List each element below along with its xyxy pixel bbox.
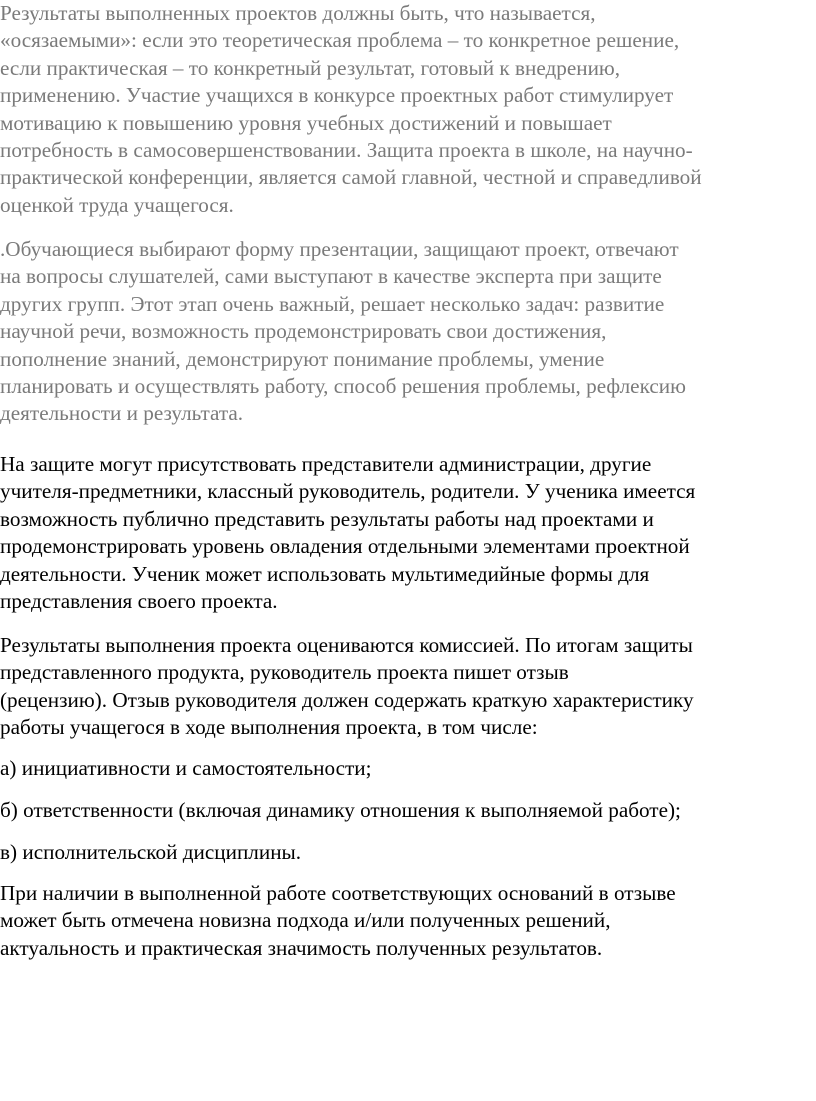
text-line: применению. Участие учащихся в конкурсе проектных работ стимулирует xyxy=(0,83,674,108)
text-line: в) исполнительской дисциплины. xyxy=(0,840,302,864)
text-line: Результаты выполнения проекта оцениваются комиссией. По итогам защиты xyxy=(0,633,693,657)
text-line: мотивацию к повышению уровня учебных достижений и повышает xyxy=(0,110,612,135)
list-item-a xyxy=(0,755,371,782)
text-line: а) инициативности и самостоятельности; xyxy=(0,756,372,780)
text-line: (рецензию). Отзыв руководителя должен содержать краткую характеристику xyxy=(0,687,694,712)
text-line: При наличии в выполненной работе соответствующих оснований в отзыве xyxy=(0,881,676,905)
text-line: планировать и осуществлять работу, способ решения проблемы, рефлексию xyxy=(0,374,686,399)
text-line: деятельности и результата. xyxy=(0,401,244,426)
paragraph-project-results xyxy=(0,0,702,219)
text-line: практической конференции, является самой главной, честной и справедливой xyxy=(0,165,702,190)
text-line: деятельности. Ученик может использовать мультимедийные формы для xyxy=(0,561,650,586)
text-line: б) ответственности (включая динамику отношения к выполняемой работе); xyxy=(0,798,681,822)
text-line: оценкой труда учащегося. xyxy=(0,192,234,217)
text-line: .Обучающиеся выбирают форму презентации, защищают проект, отвечают xyxy=(0,237,679,261)
text-line: работы учащегося в ходе выполнения проекта, в том числе: xyxy=(0,715,538,740)
text-line: может быть отмечена новизна подхода и/или полученных решений, xyxy=(0,908,611,933)
text-line: представления своего проекта. xyxy=(0,589,278,614)
text-line: На защите могут присутствовать представители администрации, другие xyxy=(0,452,652,476)
text-line: учителя-предметники, классный руководитель, родители. У ученика имеется xyxy=(0,479,696,504)
text-line: других групп. Этот этап очень важный, решает несколько задач: развитие xyxy=(0,291,665,316)
list-item-b xyxy=(0,797,681,824)
text-line: потребность в самосовершенствовании. Защита проекта в школе, на научно- xyxy=(0,138,693,163)
text-line: пополнение знаний, демонстрируют понимание проблемы, умение xyxy=(0,346,605,371)
paragraph-evaluation xyxy=(0,632,694,742)
paragraph-novelty xyxy=(0,880,676,962)
text-line: Результаты выполненных проектов должны быть, что называется, xyxy=(0,1,596,25)
paragraph-defense-attendees xyxy=(0,451,695,615)
text-line: научной речи, возможность продемонстрировать свои достижения, xyxy=(0,319,607,344)
text-line: если практическая – то конкретный результат, готовый к внедрению, xyxy=(0,55,621,80)
text-line: «осязаемыми»: если это теоретическая проблема – то конкретное решение, xyxy=(0,28,680,53)
paragraph-presentation xyxy=(0,236,686,428)
text-line: актуальность и практическая значимость полученных результатов. xyxy=(0,935,603,960)
list-item-c xyxy=(0,839,301,866)
text-line: продемонстрировать уровень овладения отдельными элементами проектной xyxy=(0,534,690,559)
text-line: на вопросы слушателей, сами выступают в качестве эксперта при защите xyxy=(0,264,662,289)
text-line: представленного продукта, руководитель проекта пишет отзыв xyxy=(0,660,569,685)
text-line: возможность публично представить результаты работы над проектами и xyxy=(0,506,654,531)
